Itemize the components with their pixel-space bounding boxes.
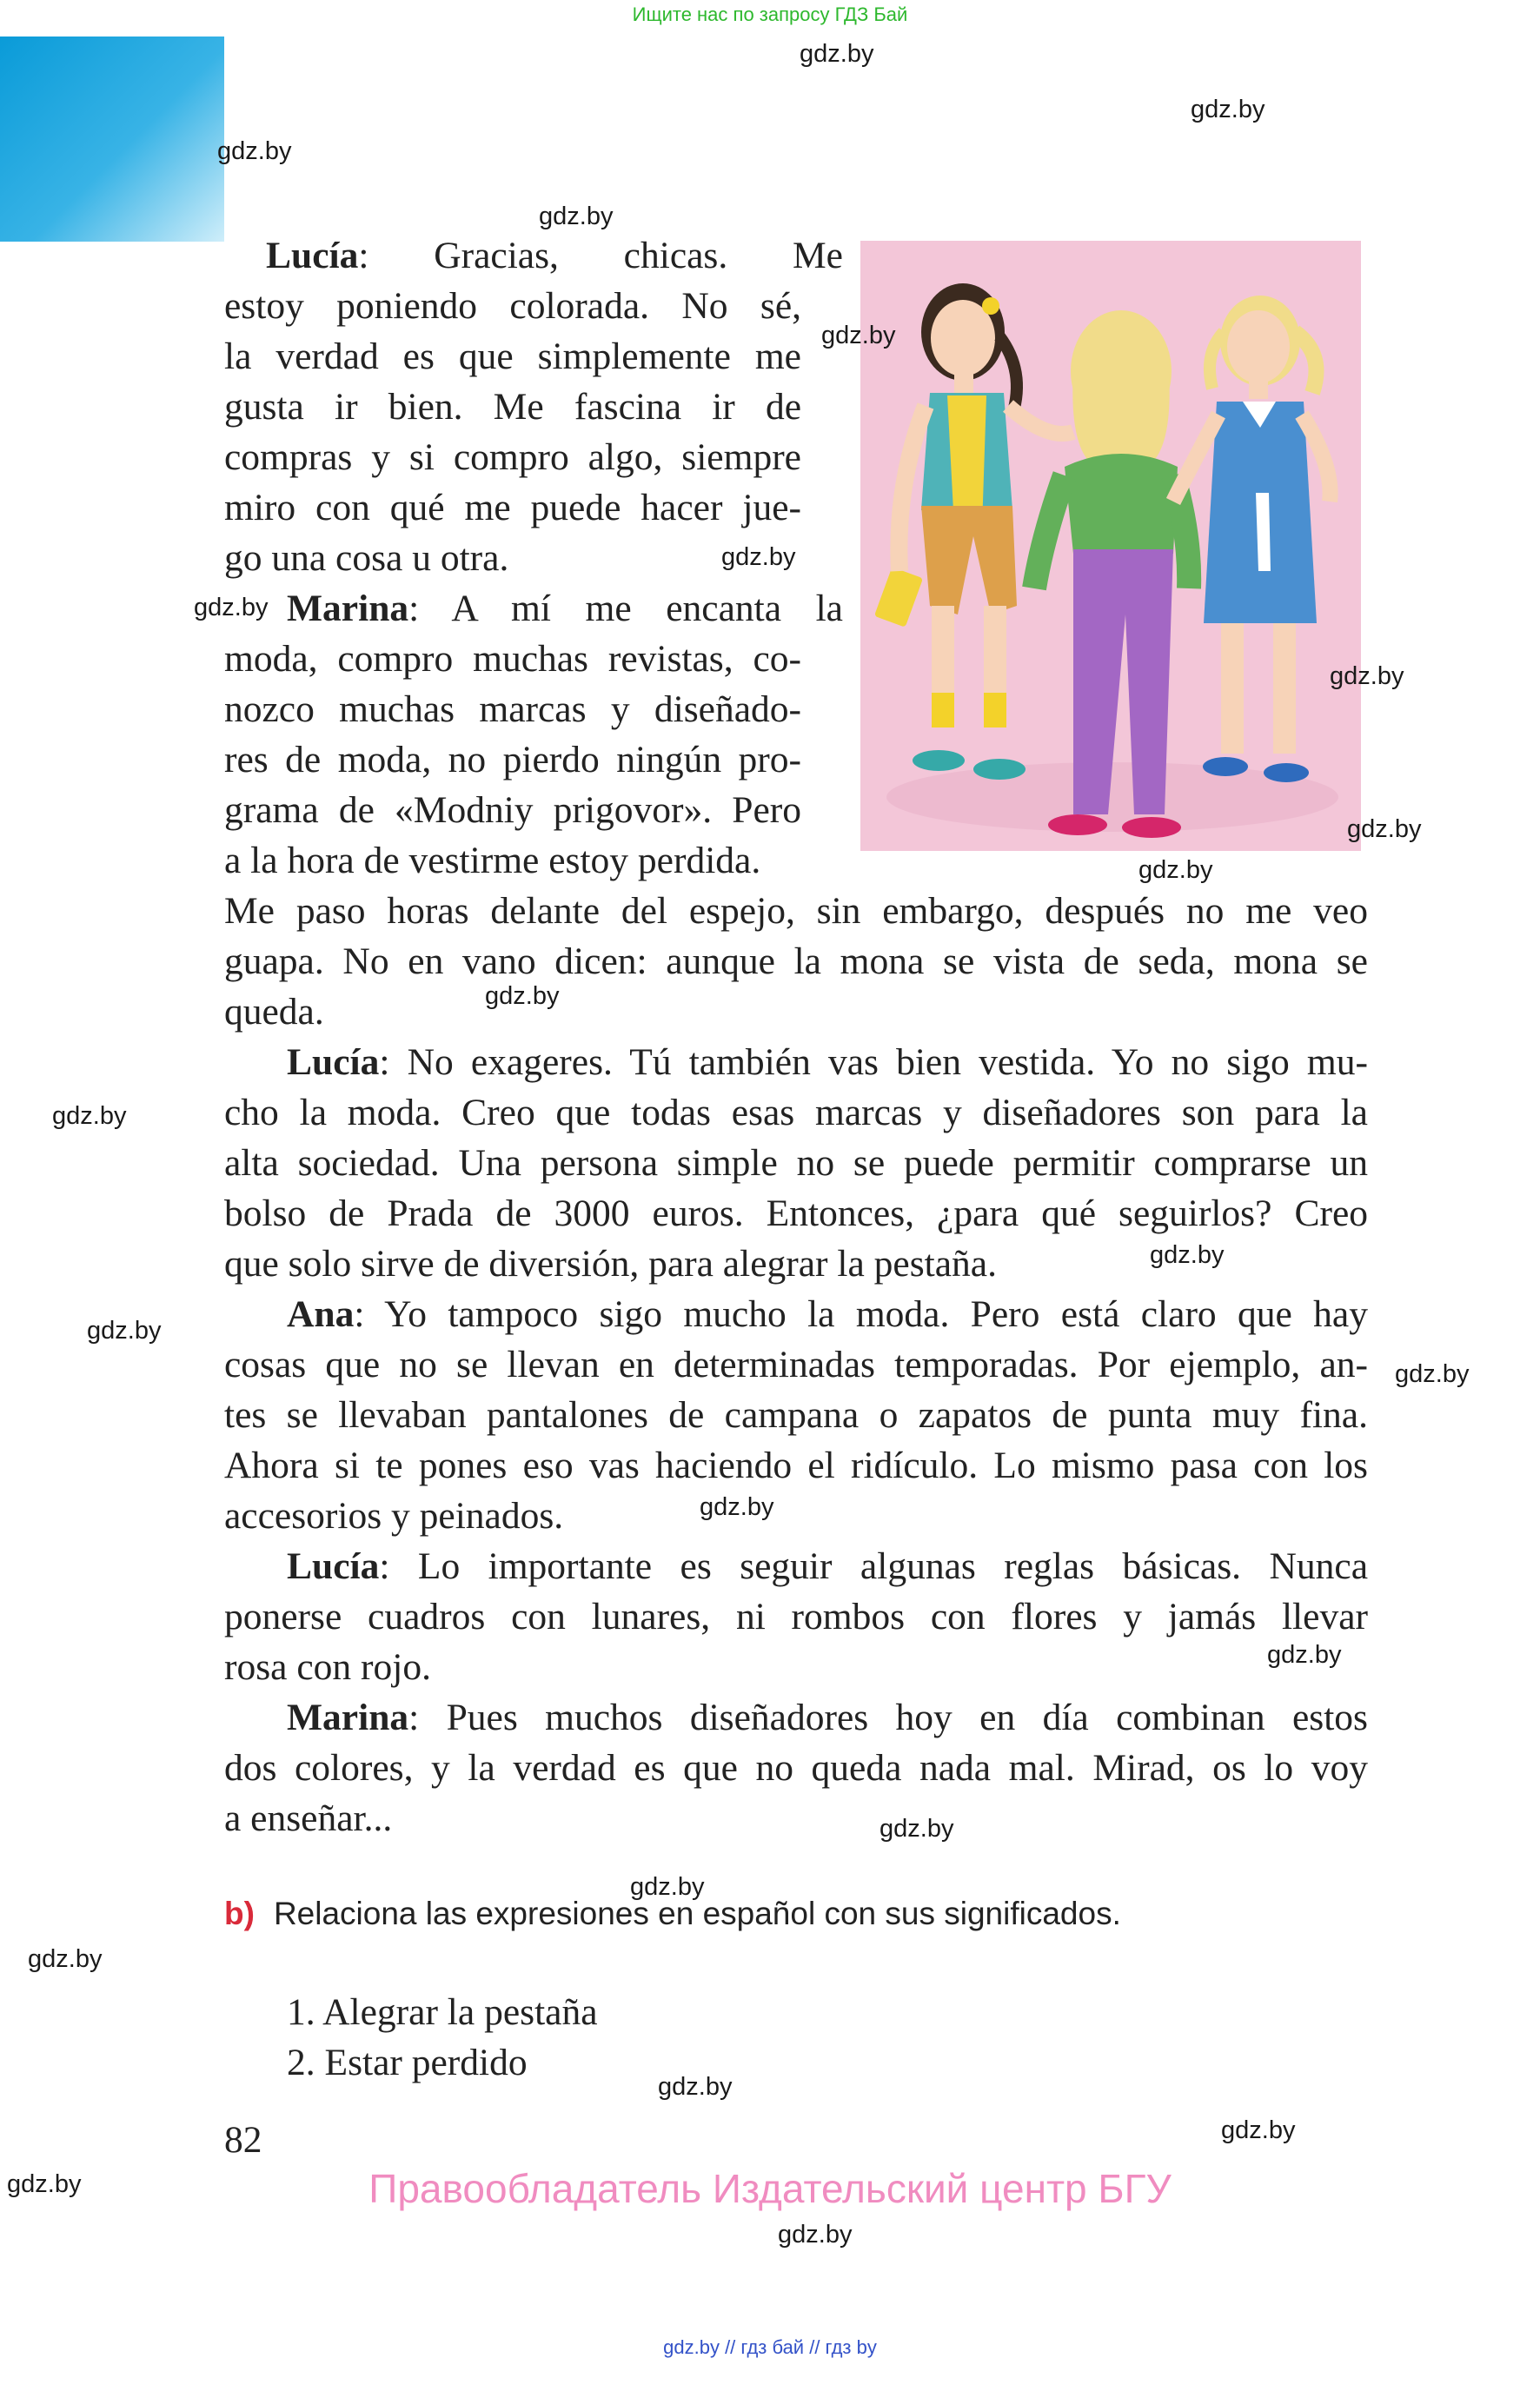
footer-links[interactable]: gdz.by // гдз бай // гдз by — [663, 2336, 877, 2358]
speaker-name: Lucía — [287, 1545, 380, 1587]
watermark: gdz.by — [217, 137, 292, 165]
dialogue-line: cosas que no se llevan en determinadas temporadas. Por ejemplo, an- — [224, 1344, 1368, 1385]
watermark: gdz.by — [1395, 1360, 1470, 1388]
dialogue-line: Marina: Pues muchos diseñadores hoy en día combinan estos — [287, 1697, 1368, 1738]
watermark: gdz.by — [821, 322, 896, 349]
watermark: gdz.by — [28, 1945, 103, 1973]
list-item: 2. Estar perdido — [287, 2042, 528, 2083]
watermark: gdz.by — [7, 2170, 82, 2198]
dialogue-line: Ana: Yo tampoco sigo mucho la moda. Pero está claro que hay — [287, 1293, 1368, 1335]
speaker-name: Marina — [287, 1697, 409, 1738]
watermark: gdz.by — [1191, 96, 1265, 123]
task-letter: b) — [224, 1896, 255, 1931]
dialogue-line: go una cosa u otra. — [224, 537, 509, 579]
dialogue-line: guapa. No en vano dicen: aunque la mona se vista de seda, mona se — [224, 940, 1368, 982]
dialogue-line: accesorios y peinados. — [224, 1495, 564, 1537]
dialogue-line: grama de «Modniy prigovor». Pero — [224, 789, 801, 831]
dialogue-line: Me paso horas delante del espejo, sin embargo, después no me veo — [224, 890, 1368, 932]
dialogue-line: moda, compro muchas revistas, co- — [224, 638, 801, 680]
watermark: gdz.by — [87, 1317, 162, 1345]
dialogue-line: res de moda, no pierdo ningún pro- — [224, 739, 801, 781]
watermark: gdz.by — [721, 543, 796, 571]
dialogue-line: miro con qué me puede hacer jue- — [224, 487, 801, 528]
speaker-name: Lucía — [266, 235, 359, 276]
dialogue-line: a la hora de vestirme estoy perdida. — [224, 840, 761, 881]
watermark: gdz.by — [630, 1873, 705, 1901]
dialogue-line: estoy poniendo colorada. No sé, — [224, 285, 801, 327]
dialogue-line: que solo sirve de diversión, para alegrar la pestaña. — [224, 1243, 997, 1285]
watermark: gdz.by — [1138, 856, 1213, 884]
dialogue-line: a enseñar... — [224, 1797, 393, 1839]
chapter-corner-block — [0, 37, 224, 242]
rights-notice: Правообладатель Издательский центр БГУ — [368, 2166, 1172, 2211]
watermark: gdz.by — [52, 1102, 127, 1130]
dialogue-line: ponerse cuadros con lunares, ni rombos con flores y jamás llevar — [224, 1596, 1368, 1638]
watermark: gdz.by — [658, 2073, 733, 2101]
watermark: gdz.by — [1330, 662, 1404, 690]
watermark: gdz.by — [1347, 815, 1422, 843]
watermark: gdz.by — [485, 982, 560, 1010]
watermark: gdz.by — [1267, 1641, 1342, 1669]
dialogue-line: queda. — [224, 991, 324, 1033]
list-item: 1. Alegrar la pestaña — [287, 1991, 598, 2033]
dialogue-line: Marina: A mí me encanta la — [287, 588, 843, 629]
page-number: 82 — [224, 2119, 262, 2161]
dialogue-line: Lucía: Gracias, chicas. Me — [266, 235, 843, 276]
dialogue-line: dos colores, y la verdad es que no queda nada mal. Mirad, os lo voy — [224, 1747, 1368, 1789]
task-instruction: Relaciona las expresiones en español con sus significados. — [273, 1896, 1121, 1931]
girl-center-figure — [1034, 310, 1189, 838]
watermark: gdz.by — [800, 40, 874, 68]
dialogue-line: rosa con rojo. — [224, 1646, 431, 1688]
watermark: gdz.by — [539, 203, 614, 230]
dialogue-line: bolso de Prada de 3000 euros. Entonces, ¿para qué seguirlos? Creo — [224, 1192, 1368, 1234]
speaker-name: Marina — [287, 588, 409, 629]
watermark: gdz.by — [880, 1815, 954, 1843]
three-girls-illustration — [860, 241, 1361, 851]
girls-drawing — [860, 241, 1361, 851]
dialogue-line: gusta ir bien. Me fascina ir de — [224, 386, 801, 428]
search-hint-link[interactable]: Ищите нас по запросу ГДЗ Бай — [632, 3, 908, 25]
dialogue-line: alta sociedad. Una persona simple no se puede permitir comprarse un — [224, 1142, 1368, 1184]
watermark: gdz.by — [1221, 2116, 1296, 2144]
speaker-name: Lucía — [287, 1041, 380, 1083]
dialogue-line: nozco muchas marcas y diseñado- — [224, 688, 801, 730]
dialogue-line: Lucía: Lo importante es seguir algunas reglas básicas. Nunca — [287, 1545, 1368, 1587]
watermark: gdz.by — [778, 2221, 853, 2249]
dialogue-line: Lucía: No exageres. Tú también vas bien vestida. Yo no sigo mu- — [287, 1041, 1368, 1083]
dialogue-line: cho la moda. Creo que todas esas marcas y diseñadores son para la — [224, 1092, 1368, 1133]
dialogue-line: Ahora si te pones eso vas haciendo el ridículo. Lo mismo pasa con los — [224, 1445, 1368, 1486]
dialogue-line: tes se llevaban pantalones de campana o zapatos de punta muy fina. — [224, 1394, 1368, 1436]
watermark: gdz.by — [194, 594, 269, 621]
dialogue-line: la verdad es que simplemente me — [224, 335, 801, 377]
watermark: gdz.by — [1150, 1241, 1225, 1269]
watermark: gdz.by — [700, 1493, 774, 1521]
dialogue-line: compras y si compro algo, siempre — [224, 436, 801, 478]
speaker-name: Ana — [287, 1293, 355, 1335]
